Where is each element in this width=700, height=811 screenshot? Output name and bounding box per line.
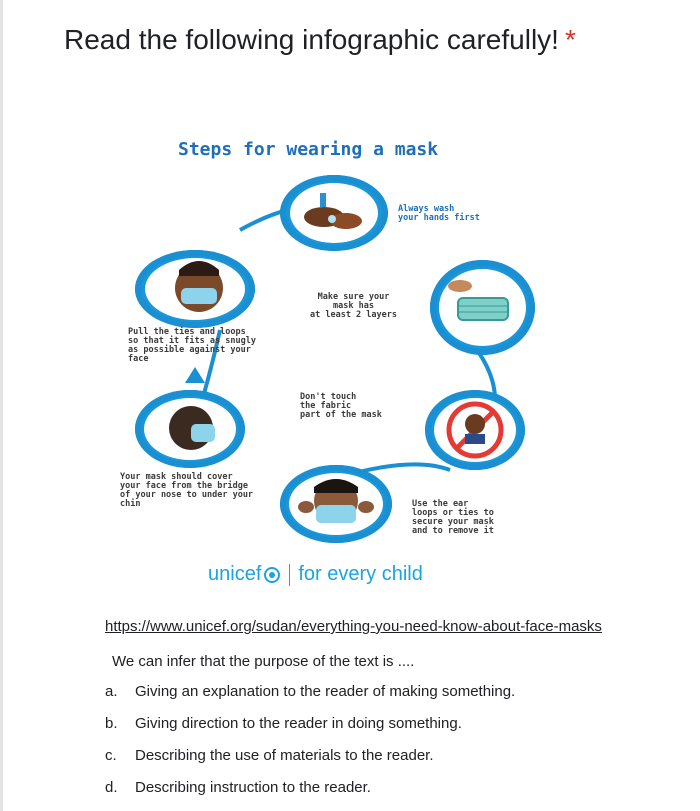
cover-face-illustration [135,390,245,468]
option-a[interactable] [105,683,515,715]
cover-face-icon [135,390,245,468]
ear-loops-icon [280,465,392,543]
step-fit-snugly: Pull the ties and loops so that it fits as snugly as possible against your face [128,327,256,364]
option-b[interactable] [105,715,515,747]
step-cover-face: Your mask should cover your face from the bridge of your nose to under your chin [120,472,254,509]
mask-icon [430,260,535,355]
option-c[interactable] [105,747,515,779]
unicef-footer [208,563,423,586]
unicef-logo-text: unicef [208,563,262,585]
unicef-tagline: for every child [298,563,423,585]
question-prompt: We can infer that the purpose of the text is .... [112,653,415,670]
step-wash-hands: Always wash your hands first [398,204,480,223]
option-letter: b. [105,715,118,732]
ear-loops-illustration [280,465,392,543]
fit-mask-illustration [135,250,255,328]
no-touch-icon [425,390,525,470]
mask-layers-illustration [430,260,535,355]
option-text: Giving direction to the reader in doing something. [135,715,462,732]
unicef-emblem-icon [263,566,281,584]
wash-hands-illustration [280,175,388,251]
face-mask-icon [135,250,255,328]
option-text: Describing the use of materials to the reader. [135,747,434,764]
option-letter: d. [105,779,118,796]
answer-options [105,683,515,811]
dont-touch-illustration [425,390,525,470]
hands-icon [280,175,388,251]
option-text: Giving an explanation to the reader of making something. [135,683,516,700]
step-mask-layers: Make sure your mask has at least 2 layers [310,292,397,320]
left-border [0,0,3,811]
infographic-title: Steps for wearing a mask [178,139,439,160]
question-title-text: Read the following infographic carefully! [64,24,559,55]
unicef-divider [289,564,290,586]
option-letter: c. [105,747,117,764]
step-ear-loops: Use the ear loops or ties to secure your mask and to remove it [412,499,494,536]
source-link[interactable]: https://www.unicef.org/sudan/everything-you-need-know-about-face-masks [105,618,602,635]
option-d[interactable] [105,779,515,811]
question-title [64,24,576,56]
infographic-image [90,125,600,595]
option-text: Describing instruction to the reader. [135,779,371,796]
option-letter: a. [105,683,118,700]
step-dont-touch: Don't touch the fabric part of the mask [300,392,382,420]
required-asterisk: * [564,24,576,55]
